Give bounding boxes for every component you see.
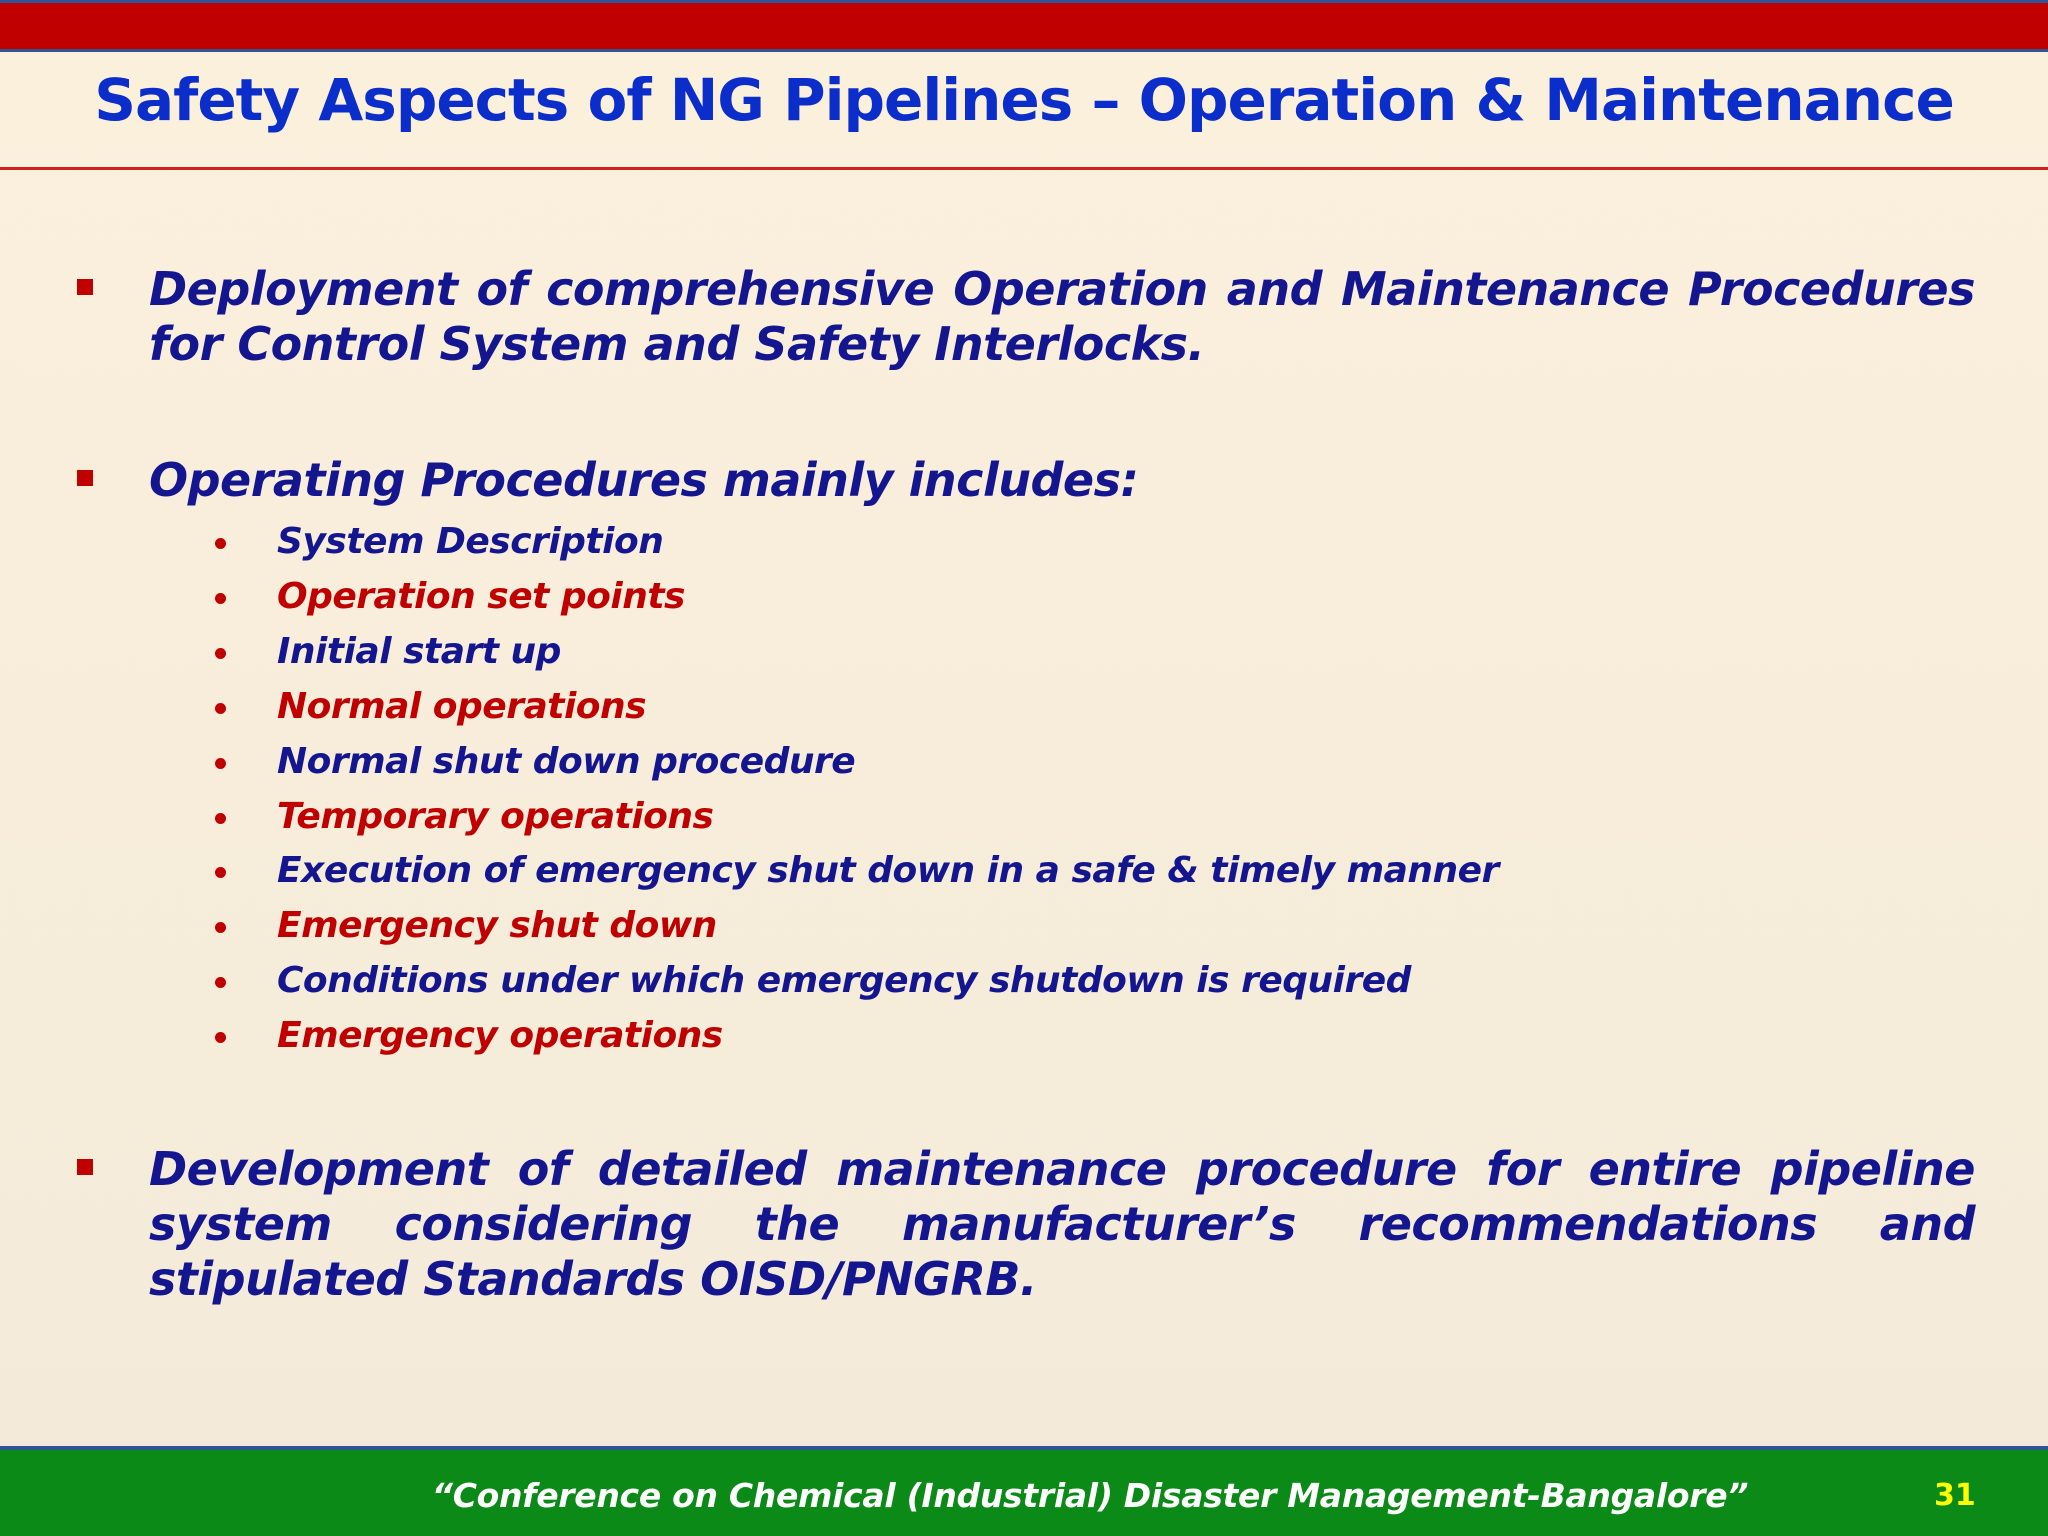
slide-title: Safety Aspects of NG Pipelines – Operation & Maintenance	[94, 66, 1954, 134]
list-item	[0, 904, 2048, 958]
main-bullet-text: Development of detailed maintenance procedure for entire pipeline system considering the manufacturer’s recommendations and stipulated Standards OISD/PNGRB.	[149, 1142, 1975, 1306]
list-item	[0, 630, 2048, 684]
round-bullet-icon	[215, 867, 226, 878]
list-item-text: Execution of emergency shut down in a safe & timely manner	[277, 850, 1499, 891]
main-bullet-text: Deployment of comprehensive Operation and Maintenance Procedures for Control System and Safety Interlocks.	[149, 262, 1975, 371]
round-bullet-icon	[215, 1032, 226, 1043]
page-number: 31	[1934, 1478, 1976, 1513]
list-item	[0, 1014, 2048, 1068]
round-bullet-icon	[215, 813, 226, 824]
list-item-text: System Description	[277, 521, 664, 562]
list-item-text: Normal shut down procedure	[277, 741, 856, 782]
round-bullet-icon	[215, 922, 226, 933]
list-item	[0, 740, 2048, 794]
title-divider	[0, 167, 2048, 170]
list-item-text: Emergency shut down	[277, 905, 717, 946]
footer-bar	[0, 1446, 2048, 1536]
list-item-text: Normal operations	[277, 686, 647, 727]
footer-text: “Conference on Chemical (Industrial) Disaster Management-Bangalore”	[431, 1476, 1749, 1515]
square-bullet-icon	[77, 279, 93, 295]
list-item	[0, 959, 2048, 1013]
list-item-text: Initial start up	[277, 631, 561, 672]
list-item-text: Conditions under which emergency shutdown is required	[277, 960, 1411, 1001]
list-item	[0, 685, 2048, 739]
round-bullet-icon	[215, 648, 226, 659]
square-bullet-icon	[77, 1159, 93, 1175]
round-bullet-icon	[215, 703, 226, 714]
list-item	[0, 575, 2048, 629]
round-bullet-icon	[215, 593, 226, 604]
list-item-text: Emergency operations	[277, 1015, 723, 1056]
list-item-text: Operation set points	[277, 576, 685, 617]
round-bullet-icon	[215, 977, 226, 988]
list-item	[0, 520, 2048, 574]
square-bullet-icon	[77, 470, 93, 486]
round-bullet-icon	[215, 538, 226, 549]
top-header-bar	[0, 0, 2048, 52]
main-bullet-text: Operating Procedures mainly includes:	[149, 453, 1139, 507]
round-bullet-icon	[215, 758, 226, 769]
list-item	[0, 849, 2048, 903]
list-item	[0, 795, 2048, 849]
list-item-text: Temporary operations	[277, 796, 714, 837]
